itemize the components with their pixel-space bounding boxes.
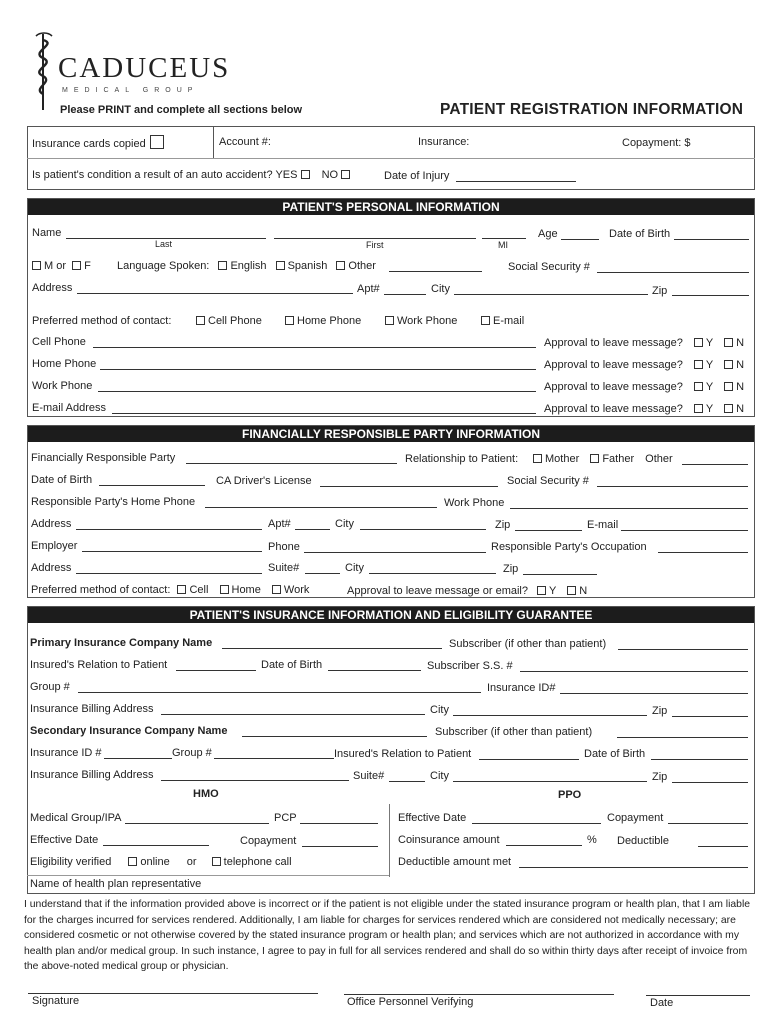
subscriber-ss-field[interactable] — [520, 671, 748, 672]
sec-city-field[interactable] — [453, 781, 647, 782]
mi-field[interactable] — [482, 238, 526, 239]
logo-wordmark: CADUCEUS — [58, 52, 231, 84]
medical-group-field[interactable] — [125, 823, 269, 824]
rp-address-field[interactable] — [76, 529, 262, 530]
responsible-party-label: Financially Responsible Party — [31, 452, 176, 464]
address-label: Address — [32, 282, 73, 294]
license-field[interactable] — [320, 486, 498, 487]
employer-city-label: City — [345, 562, 364, 574]
office-personnel-label: Office Personnel Verifying — [347, 996, 474, 1008]
billing-city-field[interactable] — [453, 715, 647, 716]
employer-field[interactable] — [82, 551, 262, 552]
secondary-insurance-field[interactable] — [242, 736, 427, 737]
ssn-field[interactable] — [597, 272, 749, 273]
deductible-met-label: Deductible amount met — [398, 856, 512, 868]
work-approval-n-label: N — [736, 381, 745, 393]
rp-dob-label: Date of Birth — [31, 474, 93, 486]
eligibility-phone-checkbox[interactable] — [212, 857, 221, 866]
contact-email-checkbox[interactable] — [481, 316, 490, 325]
coinsurance-field[interactable] — [506, 845, 582, 846]
group-field[interactable] — [78, 692, 481, 693]
employer-zip-field[interactable] — [523, 574, 597, 575]
rp-email-field[interactable] — [621, 530, 748, 531]
hmo-effective-field[interactable] — [103, 845, 209, 846]
auto-accident-question: Is patient's condition a result of an auto accident? YES — [32, 169, 298, 181]
billing-address-label: Insurance Billing Address — [30, 703, 154, 715]
rp-approval-y-label: Y — [549, 585, 557, 597]
zip-label: Zip — [652, 285, 668, 297]
other-language-field[interactable] — [389, 271, 482, 272]
auto-accident-no-checkbox[interactable] — [341, 170, 350, 179]
female-label: F — [84, 260, 91, 272]
employer-label: Employer — [31, 540, 78, 552]
logo-subtitle: MEDICAL GROUP — [62, 87, 199, 94]
email-approval-y-checkbox[interactable] — [694, 404, 703, 413]
rp-approval-label: Approval to leave message or email? — [347, 585, 528, 597]
sec-relation-label: Insured's Relation to Patient — [334, 748, 472, 760]
medical-group-label: Medical Group/IPA — [30, 812, 122, 824]
sec-zip-label: Zip — [652, 771, 668, 783]
occupation-label: Responsible Party's Occupation — [491, 541, 647, 553]
auto-accident-no-label: NO — [321, 169, 339, 181]
rp-city-label: City — [335, 518, 354, 530]
home-approval-y-label: Y — [705, 359, 714, 371]
father-checkbox[interactable] — [590, 454, 599, 463]
father-label: Father — [602, 453, 635, 465]
sec-suite-field[interactable] — [389, 781, 425, 782]
sec-suite-label: Suite# — [353, 770, 385, 782]
spanish-label: Spanish — [287, 260, 328, 272]
rp-work-label: Work — [283, 584, 310, 596]
pcp-field[interactable] — [300, 823, 378, 824]
relation-field[interactable] — [176, 670, 256, 671]
employer-address-field[interactable] — [76, 573, 262, 574]
name-label: Name — [32, 227, 62, 239]
insurance-cards-checkbox[interactable] — [150, 135, 164, 149]
spanish-checkbox[interactable] — [276, 261, 285, 270]
signature-field[interactable] — [28, 993, 318, 994]
primary-insurance-label: Primary Insurance Company Name — [30, 637, 213, 649]
rp-address-label: Address — [31, 518, 72, 530]
home-approval-y-checkbox[interactable] — [694, 360, 703, 369]
representative-label: Name of health plan representative — [30, 878, 202, 890]
relationship-label: Relationship to Patient: — [405, 453, 519, 465]
email-approval-y-label: Y — [705, 403, 714, 415]
cell-phone-label: Cell Phone — [32, 336, 86, 348]
rp-email-label: E-mail — [587, 519, 619, 531]
work-phone-field[interactable] — [98, 391, 536, 392]
secondary-subscriber-field[interactable] — [617, 737, 748, 738]
male-label: M or — [44, 260, 66, 272]
secondary-insurance-label: Secondary Insurance Company Name — [30, 725, 228, 737]
work-approval-n-checkbox[interactable] — [724, 382, 733, 391]
billing-city-label: City — [430, 704, 449, 716]
rp-approval-y-checkbox[interactable] — [537, 586, 546, 595]
rp-home-phone-field[interactable] — [205, 507, 437, 508]
ppo-effective-label: Effective Date — [398, 812, 467, 824]
mother-checkbox[interactable] — [533, 454, 542, 463]
eligibility-online-label: online — [140, 856, 170, 868]
sec-zip-field[interactable] — [672, 782, 748, 783]
age-label: Age — [538, 228, 558, 240]
rp-work-checkbox[interactable] — [272, 585, 281, 594]
sec-relation-field[interactable] — [479, 759, 579, 760]
sec-insurance-id-field[interactable] — [104, 758, 172, 759]
rp-approval-n-checkbox[interactable] — [567, 586, 576, 595]
rp-ssn-field[interactable] — [597, 486, 748, 487]
contact-home-checkbox[interactable] — [285, 316, 294, 325]
eligibility-online-checkbox[interactable] — [128, 857, 137, 866]
email-approval-n-checkbox[interactable] — [724, 404, 733, 413]
insurance-label: Insurance: — [418, 136, 470, 148]
sec-billing-label: Insurance Billing Address — [30, 769, 154, 781]
deductible-label: Deductible — [617, 835, 669, 847]
account-label: Account #: — [219, 136, 271, 148]
group-label: Group # — [30, 681, 70, 693]
rp-work-phone-field[interactable] — [510, 508, 748, 509]
page-title: PATIENT REGISTRATION INFORMATION — [440, 101, 744, 118]
city-label: City — [431, 283, 450, 295]
cell-approval-y-checkbox[interactable] — [694, 338, 703, 347]
eligibility-or-label: or — [186, 856, 197, 868]
cell-phone-field[interactable] — [93, 347, 536, 348]
sec-group-label: Group # — [172, 747, 212, 759]
english-label: English — [230, 260, 267, 272]
rp-approval-n-label: N — [579, 585, 588, 597]
home-approval-n-label: N — [736, 359, 745, 371]
date-field[interactable] — [646, 995, 750, 996]
pcp-label: PCP — [274, 812, 297, 824]
eligibility-phone-label: telephone call — [223, 856, 292, 868]
work-approval-label: Approval to leave message? — [544, 381, 683, 393]
contact-work-label: Work Phone — [397, 315, 458, 327]
contact-work-checkbox[interactable] — [385, 316, 394, 325]
cell-approval-n-checkbox[interactable] — [724, 338, 733, 347]
coinsurance-label: Coinsurance amount — [398, 834, 500, 846]
deductible-field[interactable] — [698, 846, 748, 847]
insurance-id-label: Insurance ID# — [487, 682, 556, 694]
mi-caption: MI — [498, 240, 508, 250]
employer-city-field[interactable] — [369, 573, 496, 574]
relationship-other-field[interactable] — [682, 464, 748, 465]
relation-label: Insured's Relation to Patient — [30, 659, 168, 671]
relationship-other-label: Other — [645, 453, 673, 465]
auto-accident-yes-checkbox[interactable] — [301, 170, 310, 179]
sec-insurance-id-label: Insurance ID # — [30, 747, 102, 759]
apt-label: Apt# — [357, 283, 380, 295]
billing-zip-field[interactable] — [672, 716, 748, 717]
home-phone-label: Home Phone — [32, 358, 97, 370]
insurance-id-field[interactable] — [560, 693, 748, 694]
work-approval-y-label: Y — [705, 381, 714, 393]
insurance-cards-label: Insurance cards copied — [32, 138, 146, 150]
employer-address-label: Address — [31, 562, 72, 574]
insurance-info-header: PATIENT'S INSURANCE INFORMATION AND ELIGIBILITY GUARANTEE — [28, 607, 754, 623]
date-of-injury-field[interactable] — [456, 181, 576, 182]
rp-apt-label: Apt# — [268, 518, 291, 530]
primary-subscriber-field[interactable] — [618, 649, 748, 650]
last-caption: Last — [155, 239, 173, 249]
rp-home-checkbox[interactable] — [220, 585, 229, 594]
rp-home-label: Home — [231, 584, 261, 596]
female-checkbox[interactable] — [72, 261, 81, 270]
contact-cell-label: Cell Phone — [208, 315, 262, 327]
sec-billing-field[interactable] — [161, 780, 349, 781]
instructions: Please PRINT and complete all sections below — [60, 104, 303, 116]
rp-city-field[interactable] — [360, 529, 486, 530]
employer-phone-label: Phone — [268, 541, 300, 553]
sec-group-field[interactable] — [214, 758, 334, 759]
date-label: Date — [650, 997, 674, 1009]
percent-sign: % — [587, 834, 597, 846]
rp-home-phone-label: Responsible Party's Home Phone — [31, 496, 196, 508]
deductible-met-field[interactable] — [519, 867, 748, 868]
home-approval-n-checkbox[interactable] — [724, 360, 733, 369]
hmo-heading: HMO — [193, 788, 219, 800]
insured-dob-label: Date of Birth — [261, 659, 323, 671]
ssn-label: Social Security # — [508, 261, 590, 273]
home-phone-field[interactable] — [100, 369, 536, 370]
hmo-copayment-label: Copayment — [240, 835, 297, 847]
contact-home-label: Home Phone — [297, 315, 362, 327]
hmo-copayment-field[interactable] — [302, 846, 378, 847]
sec-dob-label: Date of Birth — [584, 748, 646, 760]
eligibility-label: Eligibility verified — [30, 856, 112, 868]
first-name-field[interactable] — [274, 238, 476, 239]
contact-cell-checkbox[interactable] — [196, 316, 205, 325]
billing-address-field[interactable] — [161, 714, 425, 715]
primary-insurance-field[interactable] — [222, 648, 442, 649]
signature-label: Signature — [32, 995, 80, 1007]
caduceus-logo-icon — [28, 30, 58, 112]
occupation-field[interactable] — [658, 552, 748, 553]
ppo-heading: PPO — [558, 789, 582, 801]
cell-approval-label: Approval to leave message? — [544, 337, 683, 349]
dob-field[interactable] — [674, 239, 749, 240]
financial-info-header: FINANCIALLY RESPONSIBLE PARTY INFORMATION — [28, 426, 754, 442]
language-label: Language Spoken: — [117, 260, 210, 272]
personal-info-header: PATIENT'S PERSONAL INFORMATION — [28, 199, 754, 215]
age-field[interactable] — [561, 239, 599, 240]
employer-phone-field[interactable] — [304, 552, 486, 553]
hmo-effective-label: Effective Date — [30, 834, 99, 846]
primary-subscriber-label: Subscriber (if other than patient) — [449, 638, 607, 650]
address-field[interactable] — [77, 293, 353, 294]
rp-zip-field[interactable] — [515, 530, 582, 531]
rp-apt-field[interactable] — [295, 529, 330, 530]
suite-field[interactable] — [305, 573, 340, 574]
rp-cell-label: Cell — [189, 584, 209, 596]
subscriber-ss-label: Subscriber S.S. # — [427, 660, 513, 672]
rp-preferred-label: Preferred method of contact: — [31, 584, 171, 596]
dob-label: Date of Birth — [609, 228, 671, 240]
email-address-label: E-mail Address — [32, 402, 106, 414]
email-approval-label: Approval to leave message? — [544, 403, 683, 415]
english-checkbox[interactable] — [218, 261, 227, 270]
rp-dob-field[interactable] — [99, 485, 205, 486]
ppo-effective-field[interactable] — [472, 823, 601, 824]
date-of-injury-label: Date of Injury — [384, 170, 450, 182]
work-phone-label: Work Phone — [32, 380, 93, 392]
zip-field[interactable] — [672, 295, 749, 296]
rp-zip-label: Zip — [495, 519, 511, 531]
responsible-party-field[interactable] — [186, 463, 397, 464]
apt-field[interactable] — [384, 294, 426, 295]
home-approval-label: Approval to leave message? — [544, 359, 683, 371]
city-field[interactable] — [454, 294, 648, 295]
insured-dob-field[interactable] — [328, 670, 421, 671]
rp-cell-checkbox[interactable] — [177, 585, 186, 594]
male-checkbox[interactable] — [32, 261, 41, 270]
work-approval-y-checkbox[interactable] — [694, 382, 703, 391]
sec-dob-field[interactable] — [651, 759, 748, 760]
sec-city-label: City — [430, 770, 449, 782]
license-label: CA Driver's License — [216, 475, 312, 487]
ppo-copayment-field[interactable] — [668, 823, 748, 824]
email-approval-n-label: N — [736, 403, 745, 415]
billing-zip-label: Zip — [652, 705, 668, 717]
suite-label: Suite# — [268, 562, 300, 574]
rp-work-phone-label: Work Phone — [444, 497, 505, 509]
employer-zip-label: Zip — [503, 563, 519, 575]
email-address-field[interactable] — [112, 413, 536, 414]
rp-ssn-label: Social Security # — [507, 475, 589, 487]
preferred-contact-label: Preferred method of contact: — [32, 315, 172, 327]
ppo-copayment-label: Copayment — [607, 812, 664, 824]
other-language-label: Other — [348, 260, 376, 272]
liability-statement: I understand that if the information provided above is incorrect or if the patient is not eligible under the stated insurance program or health plan, that I am liable for the charges incurred for services rendered. Additionally, I am liable for charges for services rendered which are considered not medically necessary; are considered cosmetic or not otherwise covered by the stated insurance program or health plan; and services which are not authorized in accordance with my health plan and/or medical group. In such instance, I agree to pay in full for all services rendered and shall do so within thirty days after receipt of invoice from the above-noted medical group or physician. — [24, 899, 751, 972]
cell-approval-n-label: N — [736, 337, 745, 349]
secondary-subscriber-label: Subscriber (if other than patient) — [435, 726, 593, 738]
office-personnel-field[interactable] — [344, 994, 614, 995]
copayment-label: Copayment: $ — [622, 137, 691, 149]
other-language-checkbox[interactable] — [336, 261, 345, 270]
contact-email-label: E-mail — [493, 315, 525, 327]
mother-label: Mother — [545, 453, 580, 465]
cell-approval-y-label: Y — [705, 337, 714, 349]
first-caption: First — [366, 240, 384, 250]
